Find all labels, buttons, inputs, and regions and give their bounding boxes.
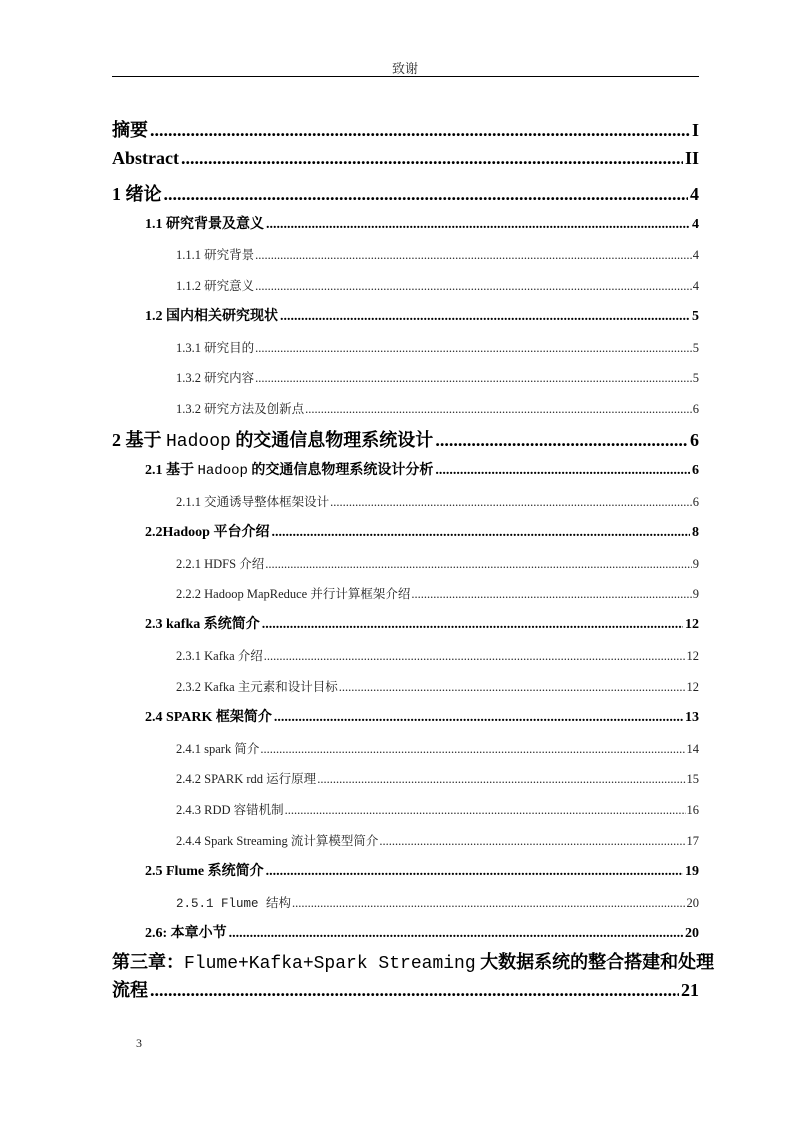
toc-entry-chapter-2[interactable]: 2 基于 Hadoop 的交通信息物理系统设计 ..... 6 bbox=[112, 426, 699, 452]
toc-entry-2-4-1[interactable]: 2.4.1 spark 简介 ..... 14 bbox=[176, 739, 699, 757]
toc-entry-1-3-1[interactable]: 1.3.1 研究目的 ..... 5 bbox=[176, 338, 699, 356]
toc-entry-2-4-2[interactable]: 2.4.2 SPARK rdd 运行原理 ..... 15 bbox=[176, 769, 699, 787]
toc-entry-2-5-1[interactable]: 2.5.1 Flume 结构 ..... 20 bbox=[176, 893, 699, 911]
page-number: 3 bbox=[136, 1036, 142, 1050]
header-rule bbox=[112, 76, 699, 77]
toc-entry-1-3-2-content[interactable]: 1.3.2 研究内容 ..... 5 bbox=[176, 368, 699, 386]
toc-entry-2-4-4[interactable]: 2.4.4 Spark Streaming 流计算模型简介 ..... 17 bbox=[176, 831, 699, 849]
toc-entry-2-5[interactable]: 2.5 Flume 系统简介 ..... 19 bbox=[145, 860, 699, 880]
toc-entry-abstract-en[interactable]: Abstract ..... II bbox=[112, 148, 699, 169]
toc-entry-2-1-1[interactable]: 2.1.1 交通诱导整体框架设计 ..... 6 bbox=[176, 492, 699, 510]
toc-entry-chapter-3-line-1[interactable]: 第三章：Flume+Kafka+Spark Streaming 大数据系统的整合搭建和处理 bbox=[112, 952, 715, 974]
toc-entry-2-1[interactable]: 2.1 基于 Hadoop 的交通信息物理系统设计分析 ..... 6 bbox=[145, 459, 699, 479]
toc-entry-2-6[interactable]: 2.6: 本章小节 ..... 20 bbox=[145, 922, 699, 942]
toc-entry-2-3[interactable]: 2.3 kafka 系统简介 ..... 12 bbox=[145, 613, 699, 633]
toc-entry-1-1-2[interactable]: 1.1.2 研究意义 ..... 4 bbox=[176, 276, 699, 294]
toc-entry-1-2[interactable]: 1.2 国内相关研究现状 ..... 5 bbox=[145, 305, 699, 325]
toc-entry-abstract-cn[interactable]: 摘要 ..... I bbox=[112, 116, 699, 142]
toc-entry-2-2-2[interactable]: 2.2.2 Hadoop MapReduce 并行计算框架介绍 ..... 9 bbox=[176, 584, 699, 602]
toc-entry-chapter-1[interactable]: 1 绪论 ..... 4 bbox=[112, 180, 699, 206]
toc-entry-chapter-3-line-2[interactable]: 流程 ..... 21 bbox=[112, 976, 699, 1002]
toc-entry-2-4[interactable]: 2.4 SPARK 框架简介 ..... 13 bbox=[145, 706, 699, 726]
toc-entry-2-3-1[interactable]: 2.3.1 Kafka 介绍 ..... 12 bbox=[176, 646, 699, 664]
toc-entry-1-1-1[interactable]: 1.1.1 研究背景 ..... 4 bbox=[176, 245, 699, 263]
toc-entry-1-1[interactable]: 1.1 研究背景及意义 ..... 4 bbox=[145, 213, 699, 233]
toc-entry-2-2-1[interactable]: 2.2.1 HDFS 介绍 ..... 9 bbox=[176, 554, 699, 572]
toc-entry-2-4-3[interactable]: 2.4.3 RDD 容错机制 ..... 16 bbox=[176, 800, 699, 818]
toc-entry-1-3-2-method[interactable]: 1.3.2 研究方法及创新点 ..... 6 bbox=[176, 399, 699, 417]
running-header: 致谢 bbox=[391, 61, 418, 76]
toc-entry-2-3-2[interactable]: 2.3.2 Kafka 主元素和设计目标 ..... 12 bbox=[176, 677, 699, 695]
toc-entry-2-2[interactable]: 2.2Hadoop 平台介绍 ..... 8 bbox=[145, 521, 699, 541]
